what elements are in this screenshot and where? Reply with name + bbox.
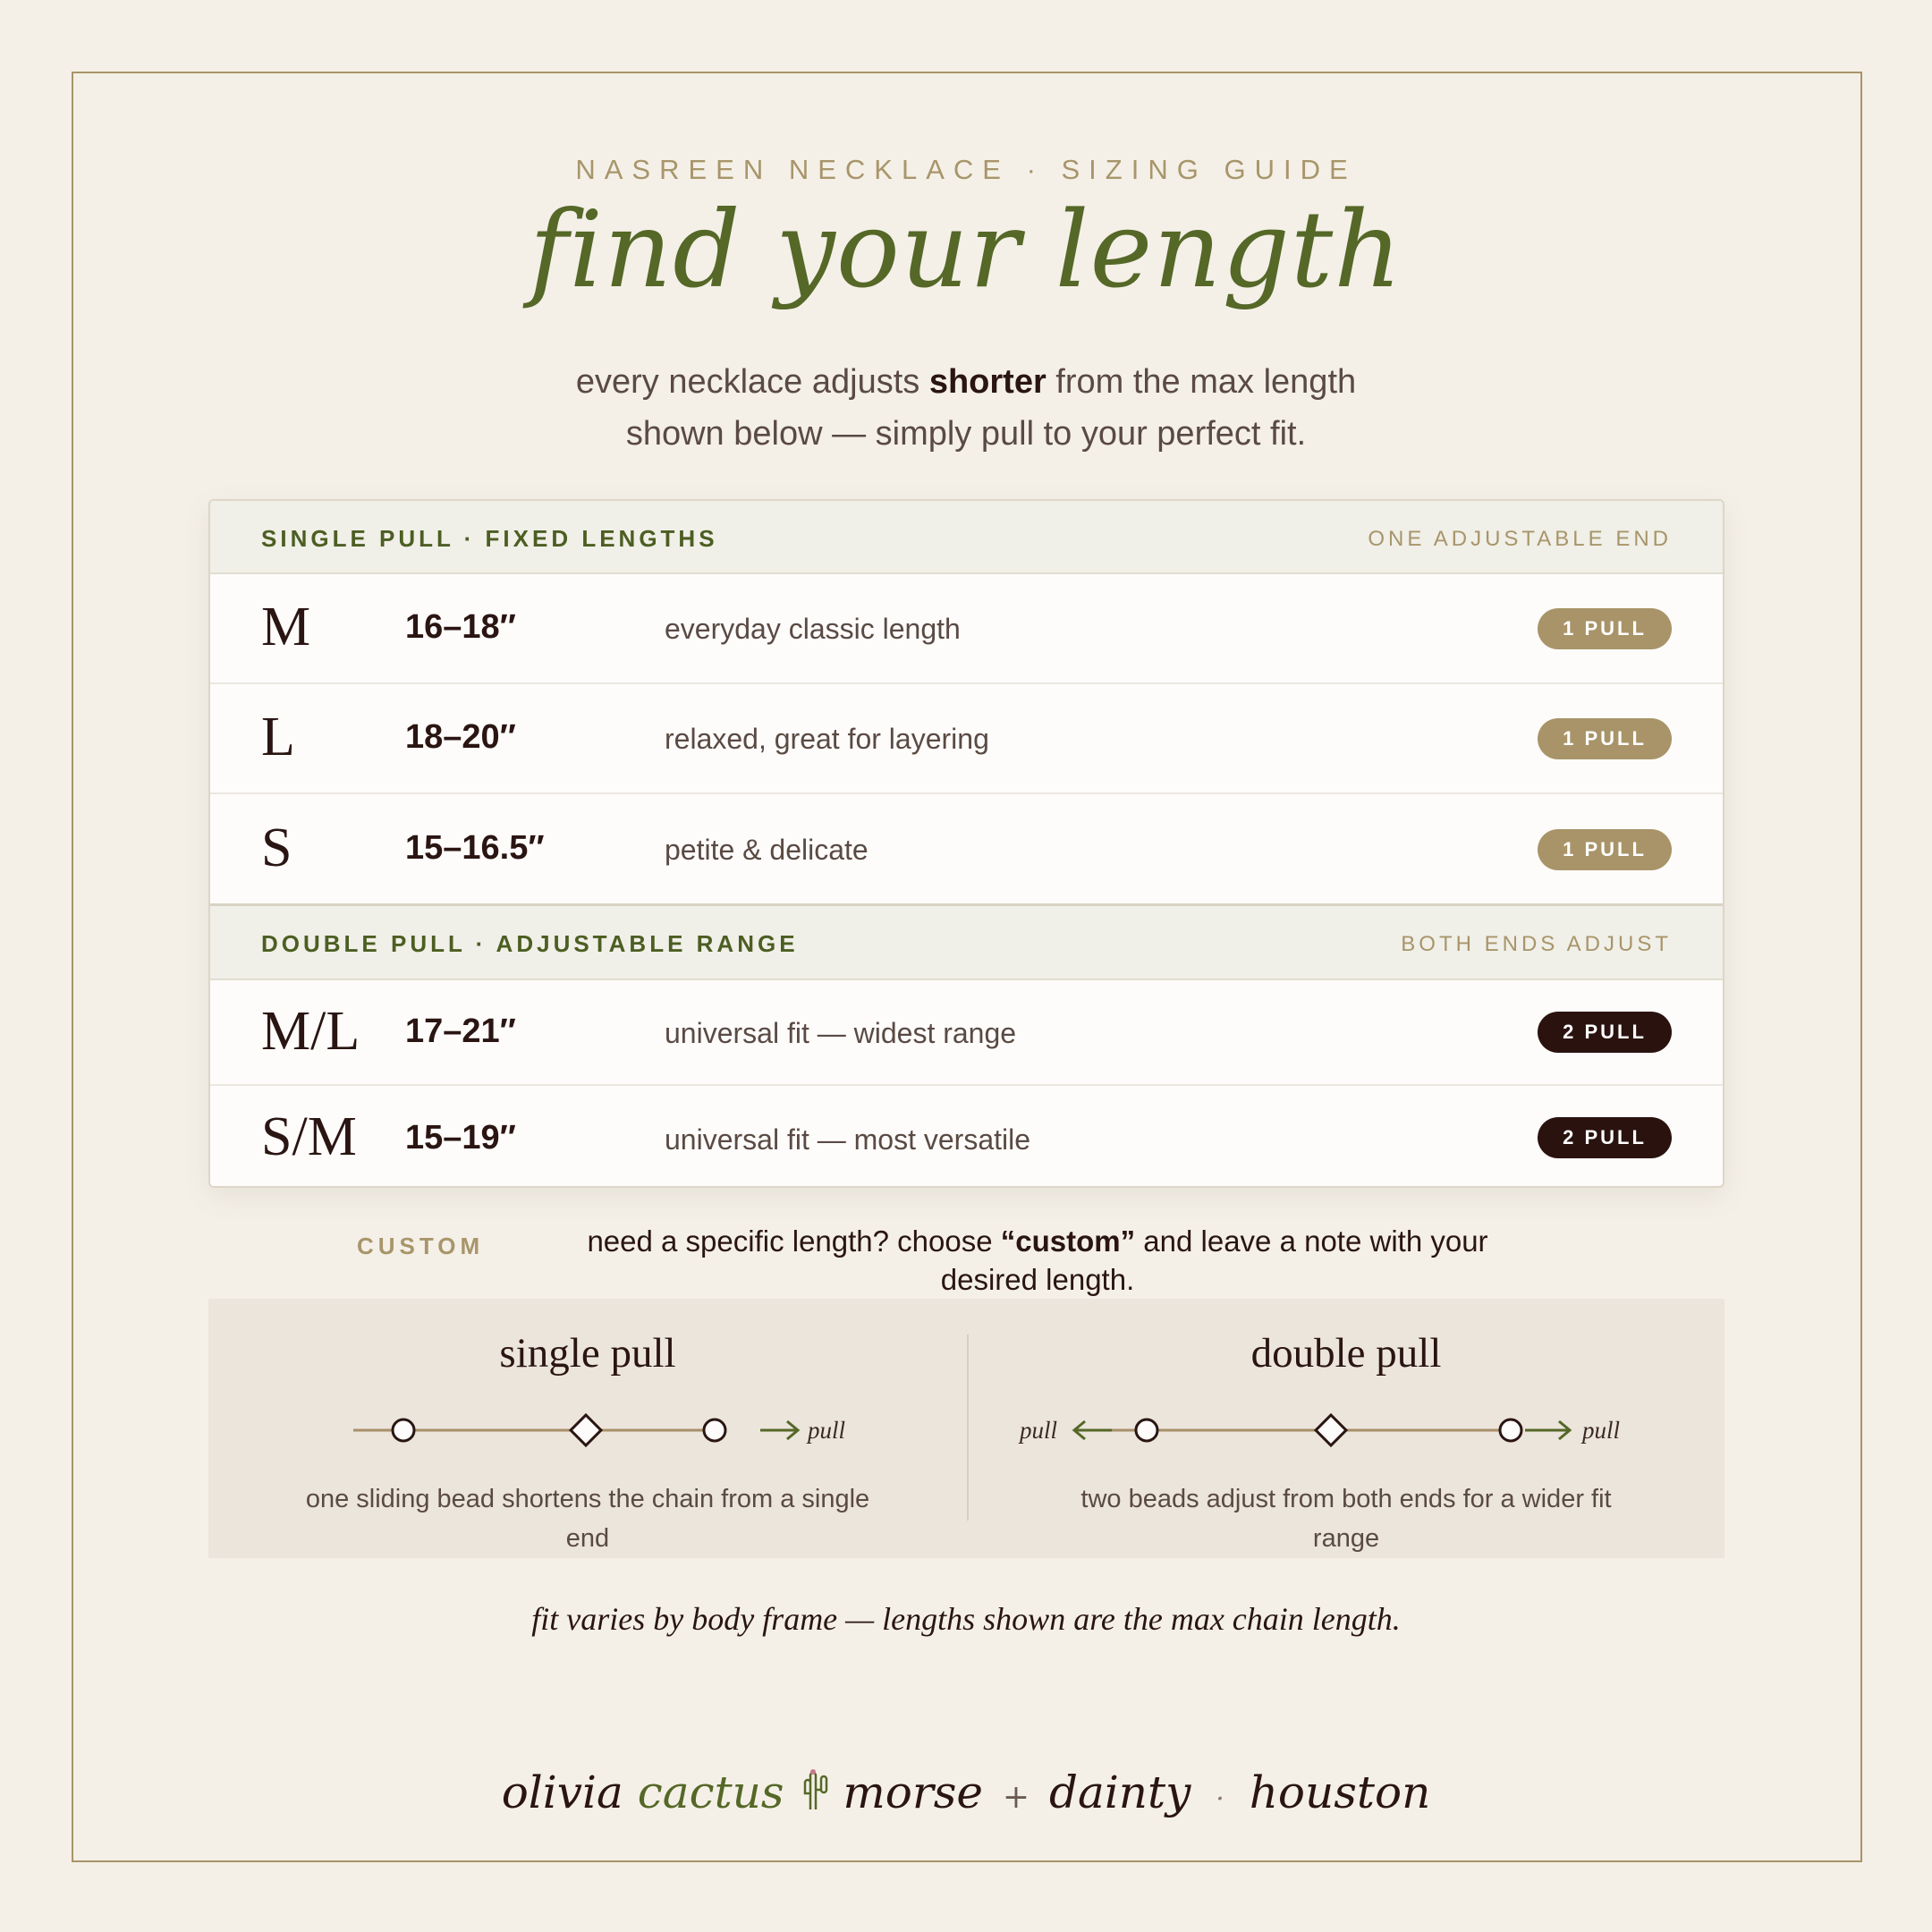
pull-badge: 2 PULL — [1538, 1117, 1672, 1158]
length-value: 17–21″ — [405, 1013, 516, 1050]
brand-morse: morse — [843, 1767, 984, 1818]
size-label: M — [261, 597, 311, 657]
size-table — [208, 499, 1724, 1188]
intro-text — [0, 356, 1932, 460]
size-description: universal fit — most versatile — [665, 1123, 1031, 1156]
custom-text-part2: and leave a note with your desired length. — [940, 1224, 1488, 1296]
section-header-double — [210, 906, 1723, 980]
length-value: 15–16.5″ — [405, 829, 545, 867]
custom-text — [537, 1222, 1538, 1299]
pull-badge: 1 PULL — [1538, 829, 1672, 870]
size-description: universal fit — widest range — [665, 1017, 1017, 1049]
brand-separator: · — [1216, 1784, 1224, 1815]
double-pull-title: double pull — [1250, 1330, 1442, 1377]
table-row[interactable] — [210, 684, 1723, 794]
section-note-double: BOTH ENDS ADJUST — [1401, 932, 1672, 956]
intro-line2: shown below — simply pull to your perfect fit. — [625, 415, 1307, 453]
pull-label-left: pull — [1020, 1417, 1058, 1444]
brand-footer — [0, 1767, 1932, 1818]
size-description: relaxed, great for layering — [665, 723, 989, 755]
single-pull-caption: one sliding bead shortens the chain from a single end — [305, 1485, 870, 1553]
brand-olivia: olivia — [501, 1767, 623, 1818]
brand-cactus: cactus — [637, 1767, 784, 1818]
section-title-single: SINGLE PULL · FIXED LENGTHS — [261, 525, 718, 552]
size-label: S/M — [261, 1106, 357, 1167]
pull-diagram-panel — [208, 1299, 1724, 1558]
intro-part2: from the max length — [1046, 363, 1357, 401]
clasp-icon — [1316, 1415, 1346, 1445]
double-pull-caption: two beads adjust from both ends for a wider fit range — [1080, 1485, 1612, 1553]
page-title: find your length — [529, 188, 1403, 311]
pull-badge: 1 PULL — [1538, 718, 1672, 759]
intro-part1: every necklace adjusts — [575, 363, 929, 401]
single-pull-diagram — [208, 1299, 967, 1558]
pull-label-right: pull — [1582, 1417, 1621, 1444]
size-description: petite & delicate — [665, 834, 869, 866]
single-pull-chain-icon — [208, 1399, 967, 1462]
single-pull-title: single pull — [499, 1330, 676, 1377]
brand-dainty: dainty — [1049, 1767, 1191, 1818]
fit-note: fit varies by body frame — lengths shown are the max chain length. — [531, 1601, 1401, 1637]
bead-icon — [393, 1419, 414, 1441]
eyebrow: NASREEN NECKLACE · SIZING GUIDE — [575, 154, 1357, 185]
length-value: 15–19″ — [405, 1119, 516, 1157]
pull-badge: 2 PULL — [1538, 1012, 1672, 1053]
size-label: M/L — [261, 1001, 360, 1062]
cactus-icon — [798, 1768, 828, 1811]
bead-icon — [1136, 1419, 1157, 1441]
size-label: L — [261, 707, 295, 767]
custom-label: CUSTOM — [357, 1233, 485, 1259]
clasp-icon — [571, 1415, 601, 1445]
section-title-double: DOUBLE PULL · ADJUSTABLE RANGE — [261, 930, 799, 957]
brand-plus: + — [1002, 1779, 1030, 1816]
table-row[interactable] — [210, 794, 1723, 906]
table-row[interactable] — [210, 574, 1723, 684]
brand-city: houston — [1249, 1767, 1431, 1818]
pull-badge: 1 PULL — [1538, 608, 1672, 649]
bead-icon — [704, 1419, 725, 1441]
custom-text-bold: “custom” — [1000, 1224, 1136, 1258]
bead-icon — [1500, 1419, 1521, 1441]
length-value: 16–18″ — [405, 608, 516, 646]
custom-text-part1: need a specific length? choose — [587, 1224, 1001, 1258]
size-description: everyday classic length — [665, 613, 961, 645]
double-pull-diagram — [967, 1299, 1725, 1558]
section-note-single: ONE ADJUSTABLE END — [1368, 527, 1672, 551]
size-label: S — [261, 818, 292, 878]
pull-label: pull — [808, 1417, 846, 1444]
intro-bold: shorter — [928, 363, 1046, 401]
table-row[interactable] — [210, 1086, 1723, 1188]
section-header-single — [210, 501, 1723, 574]
table-row[interactable] — [210, 980, 1723, 1086]
double-pull-chain-icon — [967, 1399, 1725, 1462]
length-value: 18–20″ — [405, 718, 516, 756]
